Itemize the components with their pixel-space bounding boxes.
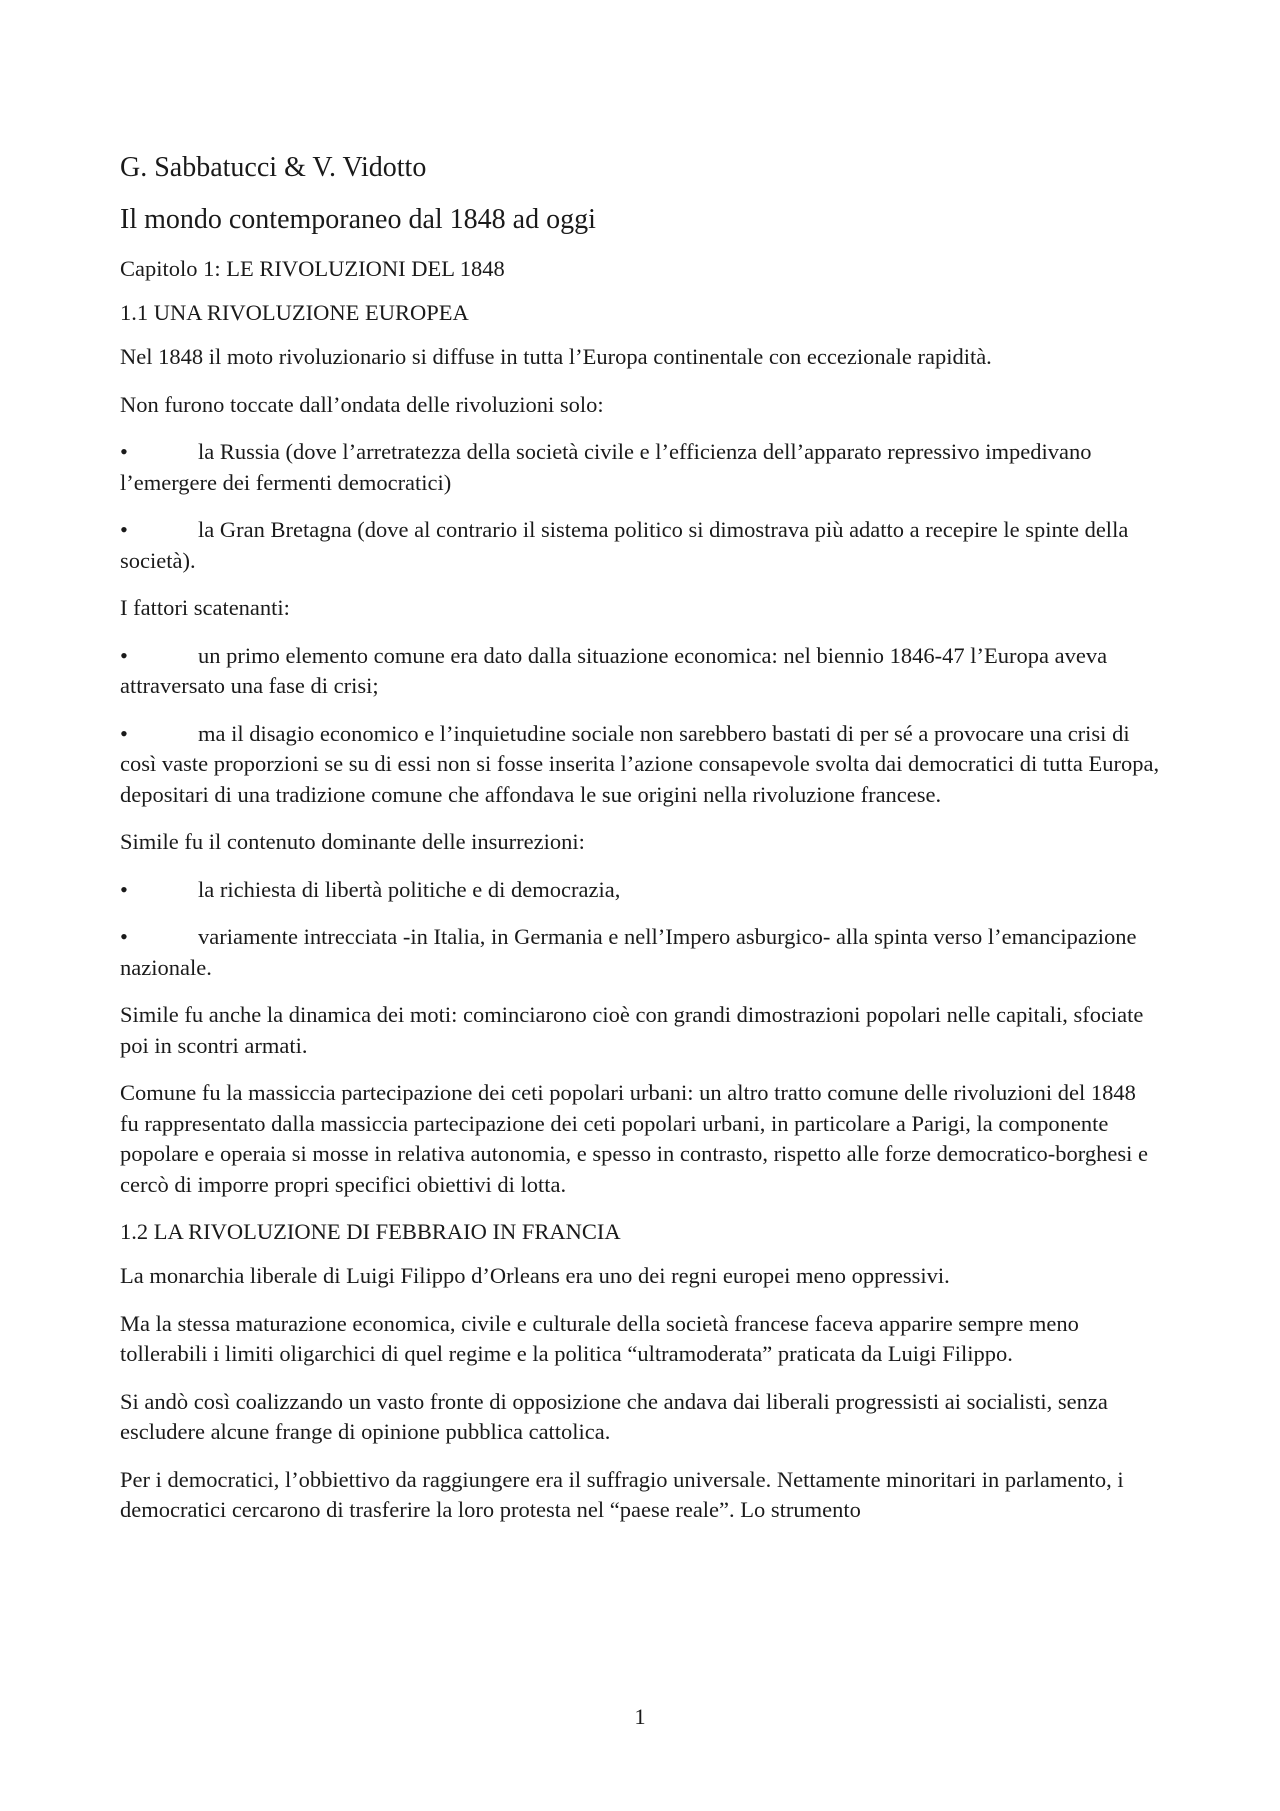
chapter-heading: Capitolo 1: LE RIVOLUZIONI DEL 1848 [120,256,505,281]
list-item-text: un primo elemento comune era dato dalla situazione economica: nel biennio 1846-47 l’Europa aveva attraversato una fase di crisi; [120,642,1108,698]
list-item-text: la Russia (dove l’arretratezza della società civile e l’efficienza dell’apparato repressivo impedivano l’emergere dei fermenti democratici) [120,439,1092,495]
bullet-icon: • [120,439,128,464]
list-item [120,641,1160,702]
paragraph: La monarchia liberale di Luigi Filippo d’Orleans era uno dei regni europei meno oppressivi. [120,1263,950,1288]
paragraph: Nel 1848 il moto rivoluzionario si diffuse in tutta l’Europa continentale con eccezionale rapidità. [120,344,992,369]
list-item-text: ma il disagio economico e l’inquietudine sociale non sarebbero bastati di per sé a provocare una crisi di così vaste proporzioni se su di essi non si fosse inserita l’azione consapevole svolta dai democratici di tutta Europa, depositari di una tradizione comune che affondava le sue origini nella rivoluzione francese. [120,720,1160,807]
authors-heading: G. Sabbatucci & V. Vidotto [120,152,427,183]
bullet-icon: • [120,642,128,668]
list-item [120,437,1160,498]
paragraph: I fattori scatenanti: [120,595,290,620]
bullet-list-exceptions [120,437,1160,576]
section-2-heading: 1.2 LA RIVOLUZIONE DI FEBBRAIO IN FRANCIA [120,1219,621,1244]
list-item [120,515,1160,576]
book-title-heading: Il mondo contemporaneo dal 1848 ad oggi [120,204,596,235]
paragraph: Simile fu anche la dinamica dei moti: cominciarono cioè con grandi dimostrazioni popolari nelle capitali, sfociate poi in scontri armati. [120,1002,1144,1058]
list-item [120,922,1160,983]
bullet-list-content [120,875,1160,984]
paragraph: Si andò così coalizzando un vasto fronte di opposizione che andava dai liberali progressisti ai socialisti, senza escludere alcune frange di opinione pubblica cattolica. [120,1388,1108,1444]
bullet-icon: • [120,924,128,949]
bullet-icon: • [120,876,128,902]
bullet-icon: • [120,517,128,542]
list-item-text: la Gran Bretagna (dove al contrario il sistema politico si dimostrava più adatto a recepire le spinte della società). [120,517,1129,573]
paragraph: Non furono toccate dall’ondata delle rivoluzioni solo: [120,391,604,417]
paragraph: Comune fu la massiccia partecipazione dei ceti popolari urbani: un altro tratto comune delle rivoluzioni del 1848 fu rappresentato dalla massiccia partecipazione dei ceti popolari urbani, in particolare a Parigi, la componente popolare e operaia si mosse in relativa autonomia, e spesso in contrasto, rispetto alle forze democratico-borghesi e cercò di imporre propri specifici obiettivi di lotta. [120,1080,1148,1197]
list-item-text: la richiesta di libertà politiche e di democrazia, [198,876,621,902]
page-content [120,150,1160,1543]
bullet-list-factors [120,641,1160,811]
paragraph: Ma la stessa maturazione economica, civile e culturale della società francese faceva apparire sempre meno tollerabili i limiti oligarchici di quel regime e la politica “ultramoderata” praticata da Luigi Filippo. [120,1310,1079,1366]
page-number: 1 [634,1704,646,1729]
list-item [120,719,1160,811]
list-item [120,875,1160,906]
section-1-heading: 1.1 UNA RIVOLUZIONE EUROPEA [120,300,469,325]
list-item-text: variamente intrecciata -in Italia, in Germania e nell’Impero asburgico- alla spinta verso l’emancipazione nazionale. [120,924,1137,980]
paragraph: Simile fu il contenuto dominante delle insurrezioni: [120,829,585,854]
bullet-icon: • [120,720,128,746]
paragraph: Per i democratici, l’obbiettivo da raggiungere era il suffragio universale. Nettamente minoritari in parlamento, i democratici cercarono di trasferire la loro protesta nel “paese reale”. Lo strumento [120,1466,1124,1522]
